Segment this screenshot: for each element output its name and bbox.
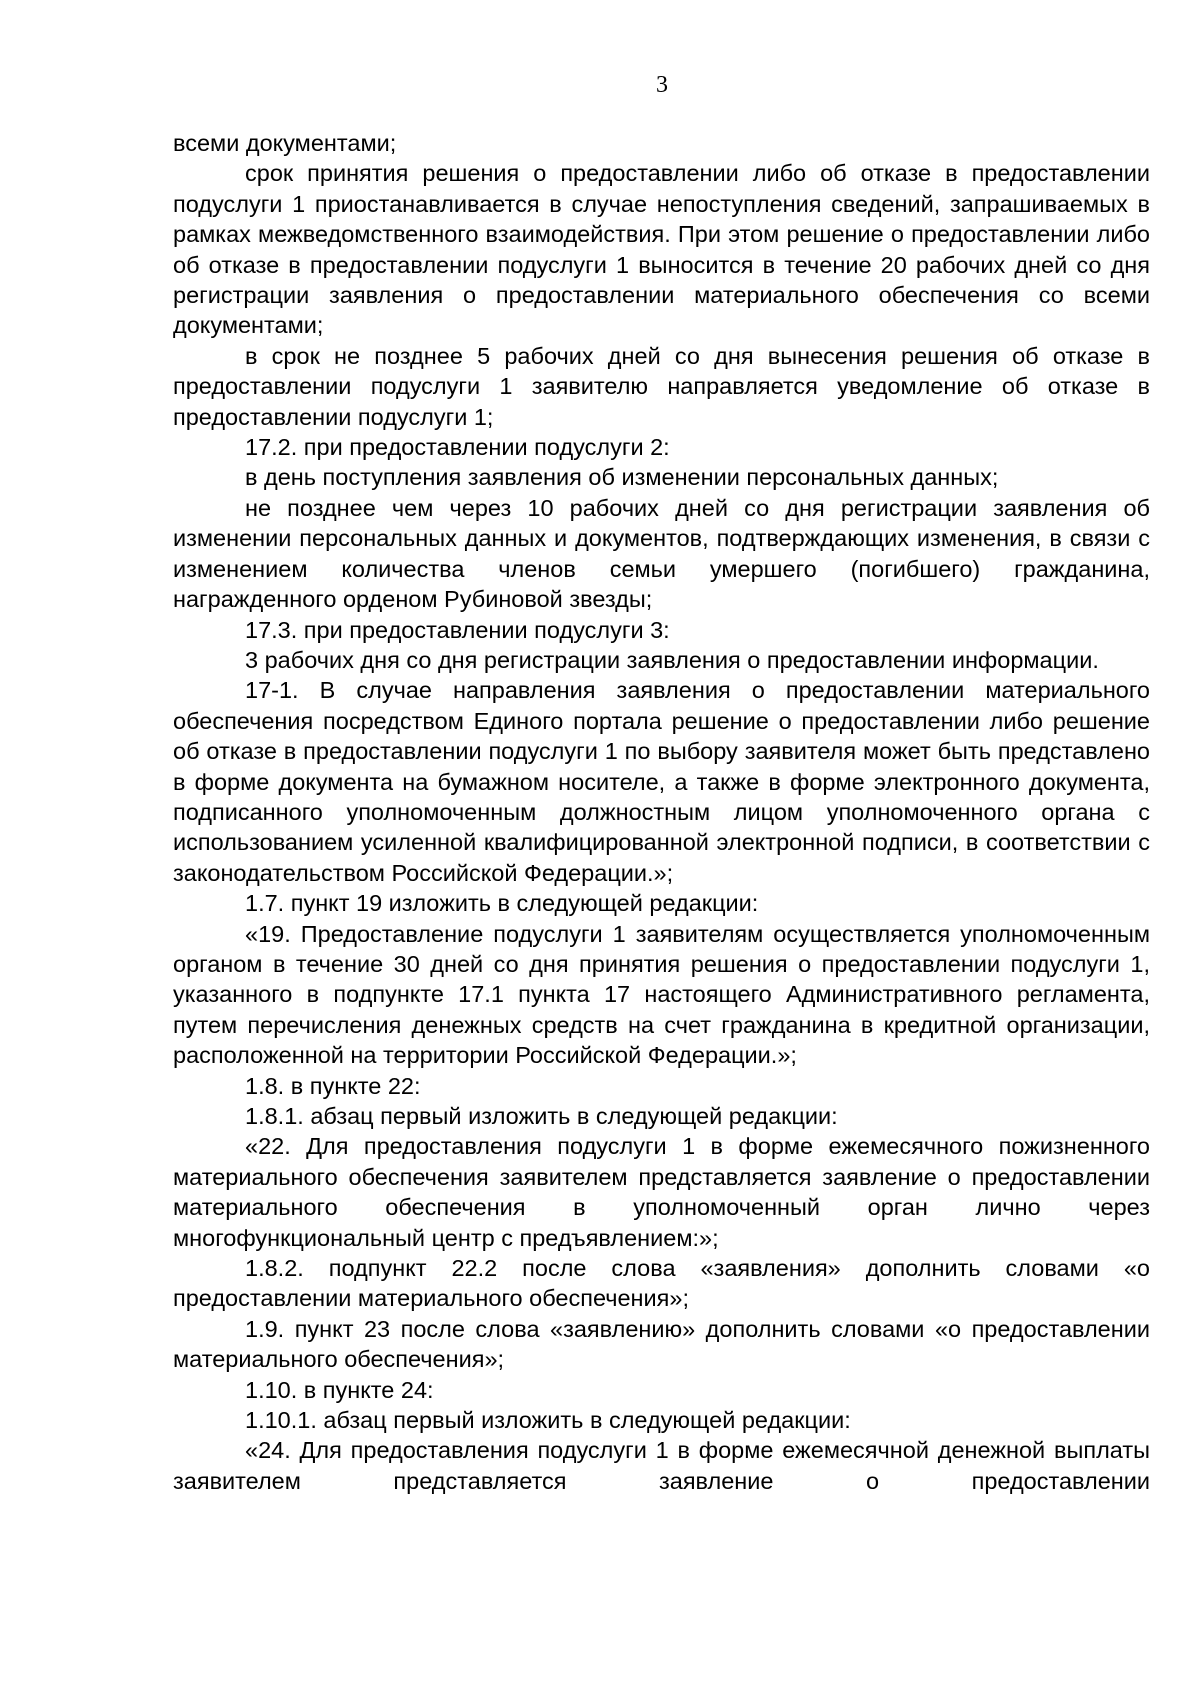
paragraph: 1.10.1. абзац первый изложить в следующей редакции:	[245, 1407, 851, 1434]
paragraph: 17.3. при предоставлении подуслуги 3:	[245, 616, 670, 643]
paragraph: «24. Для предоставления подуслуги 1 в форме ежемесячной денежной выплаты заявителем представляется заявление о предоставлении	[173, 1437, 1150, 1494]
paragraph: «22. Для предоставления подуслуги 1 в форме ежемесячного пожизненного материального обеспечения заявителем представляется заявление о предоставлении материального обеспечения в уполномоченный орган лично через многофункциональный центр с предъявлением:»;	[173, 1133, 1150, 1251]
paragraph: 17.2. при предоставлении подуслуги 2:	[245, 434, 670, 461]
paragraph: 1.9. пункт 23 после слова «заявлению» дополнить словами «о предоставлении материального обеспечения»;	[173, 1315, 1150, 1373]
paragraph: не позднее чем через 10 рабочих дней со дня регистрации заявления об изменении персональных данных и документов, подтверждающих изменения, в связи с изменением количества членов семьи умершего (погибшего) гражданина, награжденного орденом Рубиновой звезды;	[173, 494, 1150, 613]
paragraph: 1.7. пункт 19 изложить в следующей редакции:	[245, 890, 759, 917]
paragraph: всеми документами;	[173, 130, 397, 156]
paragraph: в день поступления заявления об изменении персональных данных;	[245, 464, 999, 491]
paragraph: срок принятия решения о предоставлении либо об отказе в предоставлении подуслуги 1 приостанавливается в случае непоступления сведений, запрашиваемых в рамках межведомственного взаимодействия. При этом решение о предоставлении либо об отказе в предоставлении подуслуги 1 выносится в течение 20 рабочих дней со дня регистрации заявления о предоставлении материального обеспечения со всеми документами;	[173, 160, 1150, 339]
paragraph: «19. Предоставление подуслуги 1 заявителям осуществляется уполномоченным органом в течение 30 дней со дня принятия решения о предоставлении подуслуги 1, указанного в подпункте 17.1 пункта 17 настоящего Административного регламента, путем перечисления денежных средств на счет гражданина в кредитной организации, расположенной на территории Российской Федерации.»;	[173, 920, 1150, 1069]
paragraph: 1.8.2. подпункт 22.2 после слова «заявления» дополнить словами «о предоставлении материального обеспечения»;	[173, 1255, 1150, 1312]
paragraph: в срок не позднее 5 рабочих дней со дня вынесения решения об отказе в предоставлении подуслуги 1 заявителю направляется уведомление об отказе в предоставлении подуслуги 1;	[173, 342, 1150, 430]
paragraph: 17-1. В случае направления заявления о предоставлении материального обеспечения посредством Единого портала решение о предоставлении либо решение об отказе в предоставлении подуслуги 1 по выбору заявителя может быть представлено в форме документа на бумажном носителе, а также в форме электронного документа, подписанного уполномоченным должностным лицом уполномоченного органа с использованием усиленной квалифицированной электронной подписи, в соответствии с законодательством Российской Федерации.»;	[173, 677, 1150, 886]
document-body	[173, 128, 1150, 1496]
paragraph: 1.10. в пункте 24:	[245, 1376, 434, 1403]
paragraph: 1.8. в пункте 22:	[245, 1072, 421, 1099]
paragraph: 3 рабочих дня со дня регистрации заявления о предоставлении информации.	[245, 646, 1099, 673]
paragraph: 1.8.1. абзац первый изложить в следующей редакции:	[245, 1103, 838, 1129]
page-number: 3	[656, 72, 668, 98]
